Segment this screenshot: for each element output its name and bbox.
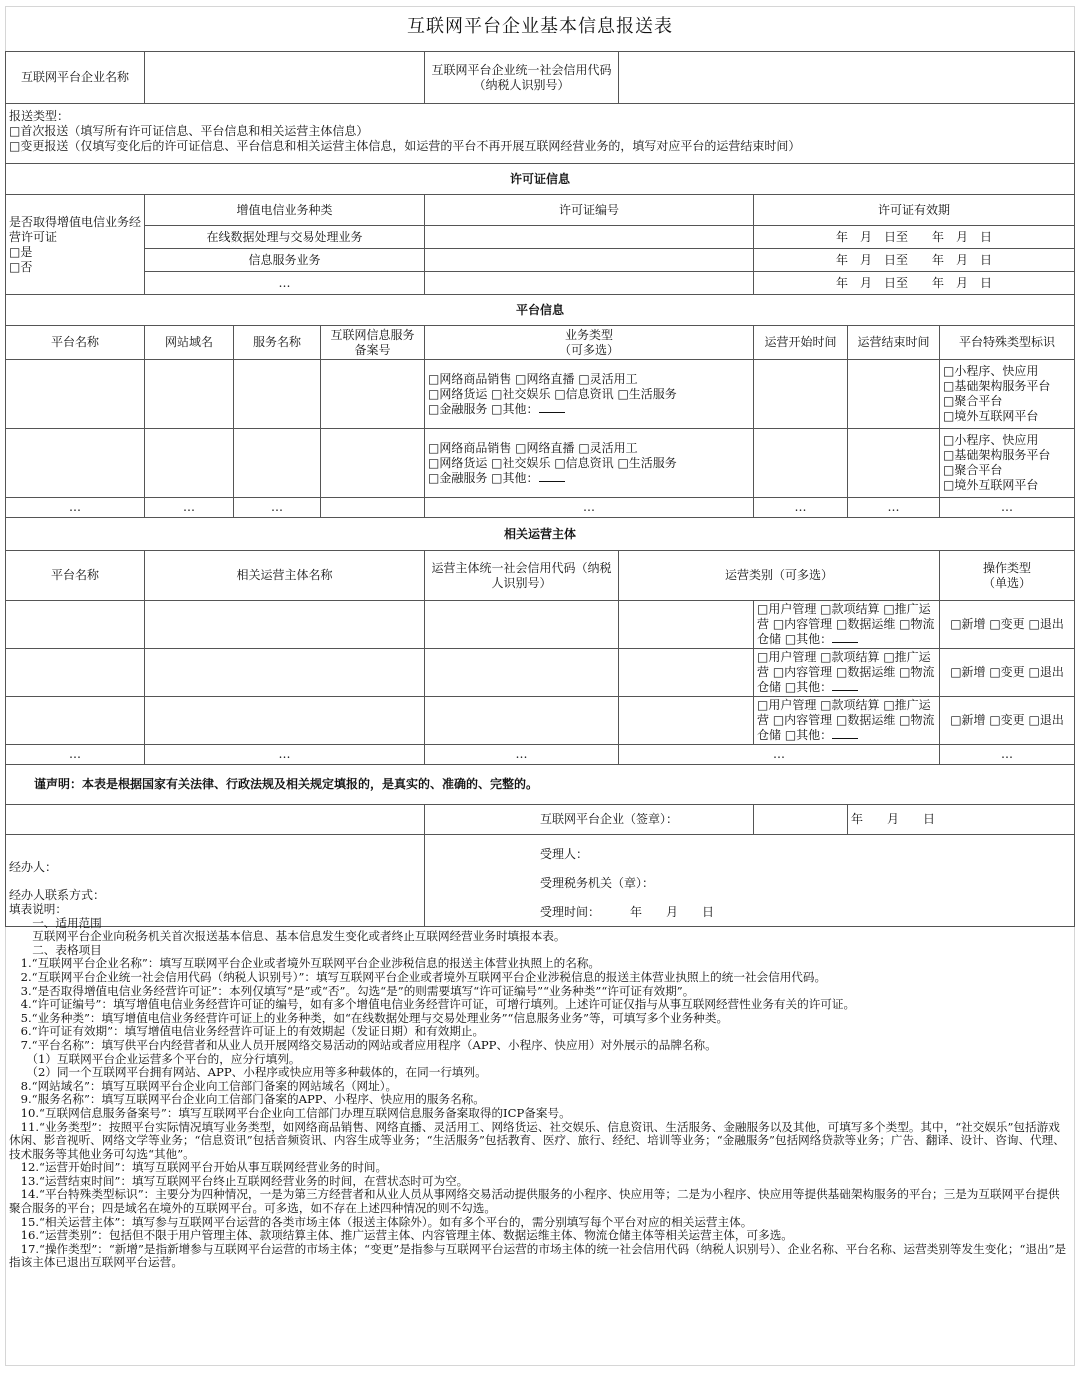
operators-col-category: 运营类别（可多选）	[619, 551, 940, 601]
platform-end-field[interactable]	[848, 429, 940, 498]
biz-options-line3[interactable]	[428, 402, 750, 417]
operators-col-platform: 平台名称	[6, 551, 145, 601]
credit-code-label-line2: （纳税人识别号）	[473, 77, 570, 92]
platform-ellipsis: …	[234, 498, 321, 518]
company-seal-field[interactable]	[754, 805, 848, 835]
note-line: 一、适用范围	[9, 915, 102, 930]
platform-col-biz-line2: （可多选）	[559, 342, 620, 357]
biz-options-line2[interactable]: □网络货运 □社交娱乐 □信息资讯 □生活服务	[428, 455, 677, 470]
other-blank[interactable]	[832, 681, 858, 691]
platform-col-icp-line2: 备案号	[354, 342, 391, 357]
platform-col-special: 平台特殊类型标识	[940, 326, 1075, 360]
special-option-1[interactable]: □小程序、快应用	[943, 364, 1039, 378]
platform-ellipsis: …	[754, 498, 848, 518]
platform-name-field[interactable]	[6, 429, 145, 498]
license-row-type: 信息服务业务	[145, 249, 425, 272]
form-title: 互联网平台企业基本信息报送表	[407, 16, 673, 37]
license-col-number: 许可证编号	[425, 195, 754, 226]
operators-section-title: 相关运营主体	[6, 518, 1075, 551]
platform-col-service: 服务名称	[234, 326, 321, 360]
platform-special-options[interactable]	[940, 429, 1075, 498]
note-line: 16.“运营类别”：包括但不限于用户管理主体、款项结算主体、推广运营主体、内容管理主体、数据运维主体、物流仓储主体等相关运营主体，可多选。	[9, 1228, 793, 1243]
platform-col-biz-line1: 业务类型	[565, 327, 614, 342]
operator-op-options[interactable]: □新增 □变更 □退出	[940, 649, 1075, 697]
note-line: 互联网平台企业向税务机关首次报送基本信息、基本信息发生变化或者终止互联网经营业务时填报本表。	[9, 929, 566, 944]
platform-service-field[interactable]	[234, 360, 321, 429]
filling-instructions	[9, 903, 1069, 1270]
note-line: 12.“运营开始时间”：填写互联网平台开始从事互联网经营业务的时间。	[9, 1160, 388, 1175]
platform-ellipsis: …	[940, 498, 1075, 518]
signature-spacer	[321, 805, 425, 835]
special-option-2[interactable]: □基础架构服务平台	[943, 379, 1051, 393]
credit-code-label-line1: 互联网平台企业统一社会信用代码	[431, 62, 612, 77]
declaration-text: 谨声明：本表是根据国家有关法律、行政法规及相关规定填报的，是真实的、准确的、完整的。	[6, 765, 1075, 805]
platform-col-biz	[425, 326, 754, 360]
operator-category-spacer	[619, 649, 754, 697]
license-row-type: 在线数据处理与交易处理业务	[145, 226, 425, 249]
info-form-table	[5, 51, 1075, 927]
biz-options-line1[interactable]: □网络商品销售 □网络直播 □灵活用工	[428, 371, 638, 386]
special-option-2[interactable]: □基础架构服务平台	[943, 448, 1051, 462]
operators-col-code: 运营主体统一社会信用代码（纳税人识别号）	[425, 551, 619, 601]
operator-category-options[interactable]	[754, 601, 940, 649]
note-line: 2.“互联网平台企业统一社会信用代码（纳税人识别号）”：填写互联网平台企业或者境外互联网平台企业涉税信息的报送主体营业执照上的统一社会信用代码。	[9, 969, 827, 984]
other-blank[interactable]	[539, 403, 565, 413]
operator-name-field[interactable]	[145, 649, 425, 697]
other-blank[interactable]	[539, 472, 565, 482]
platform-service-field[interactable]	[234, 429, 321, 498]
report-type-cell	[6, 104, 1075, 164]
platform-start-field[interactable]	[754, 360, 848, 429]
operator-code-field[interactable]	[425, 601, 619, 649]
operators-col-op-line2: （单选）	[983, 575, 1032, 590]
platform-start-field[interactable]	[754, 429, 848, 498]
special-option-3[interactable]: □聚合平台	[943, 463, 1003, 477]
signature-spacer	[234, 805, 321, 835]
platform-ellipsis: …	[145, 498, 234, 518]
platform-end-field[interactable]	[848, 360, 940, 429]
license-row-number[interactable]	[425, 226, 754, 249]
special-option-3[interactable]: □聚合平台	[943, 394, 1003, 408]
operators-col-op-line1: 操作类型	[983, 560, 1032, 575]
operator-ellipsis: …	[619, 745, 940, 765]
note-line: 14.“平台特殊类型标识”：主要分为四种情况，一是为第三方经营者和从业人员从事网络交易活动提供服务的小程序、快应用等；二是为小程序、快应用等提供基础架构服务的平台；三是为互联网平台提供聚合服务的平台；四是域名在境外的互联网平台。可多选，如不存在上述四种情况的则不勾选。	[9, 1187, 1060, 1216]
platform-icp-field[interactable]	[321, 429, 425, 498]
license-col-type: 增值电信业务种类	[145, 195, 425, 226]
note-line: 15.“相关运营主体”：填写参与互联网平台运营的各类市场主体（报送主体除外）。如有多个平台的，需分别填写每个平台对应的相关运营主体。	[9, 1214, 753, 1229]
note-line: 10.“互联网信息服务备案号”：填写互联网平台企业向工信部门办理互联网信息服务备案取得的ICP备案号。	[9, 1105, 571, 1120]
license-row-validity[interactable]: 年 月 日至 年 月 日	[754, 226, 1075, 249]
signature-date[interactable]: 年 月 日	[848, 805, 940, 835]
signature-date-spacer	[940, 805, 1075, 835]
operator-category-spacer	[619, 601, 754, 649]
note-line: 5.“业务种类”：填写增值电信业务经营许可证上的业务种类，如“在线数据处理与交易处理业务”“信息服务业务”等，可填写多个业务种类。	[9, 1010, 729, 1025]
license-row-validity[interactable]: 年 月 日至 年 月 日	[754, 249, 1075, 272]
platform-col-name: 平台名称	[6, 326, 145, 360]
handler-contact-label[interactable]: 经办人联系方式：	[9, 888, 106, 902]
operator-category-text[interactable]: □用户管理 □款项结算 □推广运营 □内容管理 □数据运维 □物流仓储 □其他：	[757, 650, 935, 694]
note-line: 9.“服务名称”：填写互联网平台企业向工信部门备案的APP、小程序、快应用的服务名称。	[9, 1092, 485, 1107]
report-type-change-option[interactable]: □变更报送（仅填写变化后的许可证信息、平台信息和相关运营主体信息，如运营的平台不再开展互联网经营业务的，填写对应平台的运营结束时间）	[9, 139, 801, 153]
receive-time-label[interactable]: 受理时间： 年 月 日	[540, 905, 715, 919]
note-line: 3.“是否取得增值电信业务经营许可证”：本列仅填写“是”或“否”。勾选“是”的则需要填写“许可证编号”“业务种类”“许可证有效期”。	[9, 983, 695, 998]
signature-spacer	[145, 805, 234, 835]
report-type-first-option[interactable]: □首次报送（填写所有许可证信息、平台信息和相关运营主体信息）	[9, 124, 369, 138]
operator-code-field[interactable]	[425, 649, 619, 697]
special-option-4[interactable]: □境外互联网平台	[943, 478, 1039, 492]
note-line: 1.“互联网平台企业名称”：填写互联网平台企业或者境外互联网平台企业涉税信息的报送主体营业执照上的名称。	[9, 956, 601, 971]
biz-options-line2[interactable]: □网络货运 □社交娱乐 □信息资讯 □生活服务	[428, 386, 677, 401]
license-question-cell	[6, 195, 145, 295]
note-line: 7.“平台名称”：填写供平台内经营者和从业人员开展网络交易活动的网站或者应用程序（APP、小程序、快应用）对外展示的品牌名称。	[9, 1037, 717, 1052]
platform-domain-field[interactable]	[145, 360, 234, 429]
signature-spacer	[6, 805, 145, 835]
operator-ellipsis: …	[425, 745, 619, 765]
note-line: 4.“许可证编号”：填写增值电信业务经营许可证的编号，如有多个增值电信业务经营许可证，可增行填列。上述许可证仅指与从事互联网经营性业务有关的许可证。	[9, 997, 856, 1012]
operator-ellipsis: …	[145, 745, 425, 765]
other-blank[interactable]	[832, 729, 858, 739]
note-line: 二、表格项目	[9, 942, 102, 957]
handler-label[interactable]: 经办人：	[9, 860, 58, 874]
platform-col-start: 运营开始时间	[754, 326, 848, 360]
operator-op-options[interactable]: □新增 □变更 □退出	[940, 601, 1075, 649]
operator-platform-field[interactable]	[6, 697, 145, 745]
note-line: 8.“网站域名”：填写互联网平台企业向工信部门备案的网站域名（网址）。	[9, 1078, 398, 1093]
license-section-title: 许可证信息	[6, 164, 1075, 195]
platform-ellipsis: …	[6, 498, 145, 518]
note-line: 填表说明：	[9, 902, 67, 916]
note-line: 11.“业务类型”：按照平台实际情况填写业务类型，如网络商品销售、网络直播、灵活用工、网络货运、社交娱乐、信息资讯、生活服务、金融服务以及其他，可填写多个类型。其中，“社交娱乐”包括游戏休闲、影音视听、网络文学等业务；“信息资讯”包括音频资讯、内容生成等业务；“生活服务”包括教育、医疗、旅行、经纪、培训等业务；“金融服务”包括网络贷款等业务；广告、翻译、设计、咨询、代理、技术服务等其他业务可勾选“其他”。	[9, 1119, 1065, 1161]
platform-col-icp-line1: 互联网信息服务	[330, 327, 415, 342]
operators-col-operator: 相关运营主体名称	[145, 551, 425, 601]
license-row-validity[interactable]: 年 月 日至 年 月 日	[754, 272, 1075, 295]
platform-special-options[interactable]	[940, 360, 1075, 429]
license-col-validity: 许可证有效期	[754, 195, 1075, 226]
biz-options-line3-text: □金融服务 □其他：	[428, 470, 539, 485]
company-name-field[interactable]	[145, 52, 425, 104]
operator-name-field[interactable]	[145, 697, 425, 745]
credit-code-field[interactable]	[619, 52, 1075, 104]
platform-col-domain: 网站域名	[145, 326, 234, 360]
platform-biz-options[interactable]	[425, 429, 754, 498]
operator-code-field[interactable]	[425, 697, 619, 745]
operator-name-field[interactable]	[145, 601, 425, 649]
biz-options-line3-text: □金融服务 □其他：	[428, 401, 539, 416]
license-no-option[interactable]: □否	[9, 259, 33, 274]
biz-options-line3[interactable]	[428, 471, 750, 486]
platform-icp-field[interactable]	[321, 360, 425, 429]
platform-ellipsis: …	[848, 498, 940, 518]
platform-biz-options[interactable]	[425, 360, 754, 429]
license-row-number[interactable]	[425, 249, 754, 272]
note-line: 17.“操作类型”：“新增”是指新增参与互联网平台运营的市场主体；“变更”是指参与互联网平台运营的市场主体的统一社会信用代码（纳税人识别号）、企业名称、平台名称、运营类别等发生变化；“退出”是指该主体已退出互联网平台运营。	[9, 1241, 1067, 1270]
company-name-label: 互联网平台企业名称	[6, 52, 145, 104]
note-line: 6.“许可证有效期”：填写增值电信业务经营许可证上的有效期起（发证日期）和有效期止。	[9, 1024, 485, 1039]
note-line: （1）互联网平台企业运营多个平台的，应分行填列。	[9, 1051, 301, 1066]
operator-ellipsis: …	[6, 745, 145, 765]
license-question-text: 是否取得增值电信业务经营许可证	[9, 214, 142, 244]
platform-col-end: 运营结束时间	[848, 326, 940, 360]
platform-domain-field[interactable]	[145, 429, 234, 498]
platform-col-icp	[321, 326, 425, 360]
license-row-number[interactable]	[425, 272, 754, 295]
company-seal-label: 互联网平台企业（签章）：	[425, 805, 754, 835]
report-type-label: 报送类型：	[9, 109, 70, 123]
operator-category-text[interactable]: □用户管理 □款项结算 □推广运营 □内容管理 □数据运维 □物流仓储 □其他：	[757, 602, 935, 646]
special-option-1[interactable]: □小程序、快应用	[943, 433, 1039, 447]
receiver-label[interactable]: 受理人：	[540, 847, 589, 861]
note-line: （2）同一个互联网平台拥有网站、APP、小程序或快应用等多种载体的，在同一行填列。	[9, 1065, 487, 1080]
credit-code-label	[425, 52, 619, 104]
note-line: 13.“运营结束时间”：填写互联网平台终止互联网经营业务的时间，在营状态时可为空。	[9, 1173, 469, 1188]
operator-category-options[interactable]	[754, 649, 940, 697]
license-yes-option[interactable]: □是	[9, 244, 33, 259]
platform-section-title: 平台信息	[6, 295, 1075, 326]
operator-ellipsis: …	[940, 745, 1075, 765]
biz-options-line1[interactable]: □网络商品销售 □网络直播 □灵活用工	[428, 440, 638, 455]
operator-platform-field[interactable]	[6, 601, 145, 649]
tax-office-label[interactable]: 受理税务机关（章）：	[540, 876, 655, 890]
operator-platform-field[interactable]	[6, 649, 145, 697]
platform-name-field[interactable]	[6, 360, 145, 429]
operator-category-options[interactable]	[754, 697, 940, 745]
platform-ellipsis: …	[425, 498, 754, 518]
operator-category-text[interactable]: □用户管理 □款项结算 □推广运营 □内容管理 □数据运维 □物流仓储 □其他：	[757, 698, 935, 742]
license-row-type: …	[145, 272, 425, 295]
operator-op-options[interactable]: □新增 □变更 □退出	[940, 697, 1075, 745]
other-blank[interactable]	[832, 633, 858, 643]
special-option-4[interactable]: □境外互联网平台	[943, 409, 1039, 423]
platform-ellipsis-empty	[321, 498, 425, 518]
operators-col-op	[940, 551, 1075, 601]
operator-category-spacer	[619, 697, 754, 745]
